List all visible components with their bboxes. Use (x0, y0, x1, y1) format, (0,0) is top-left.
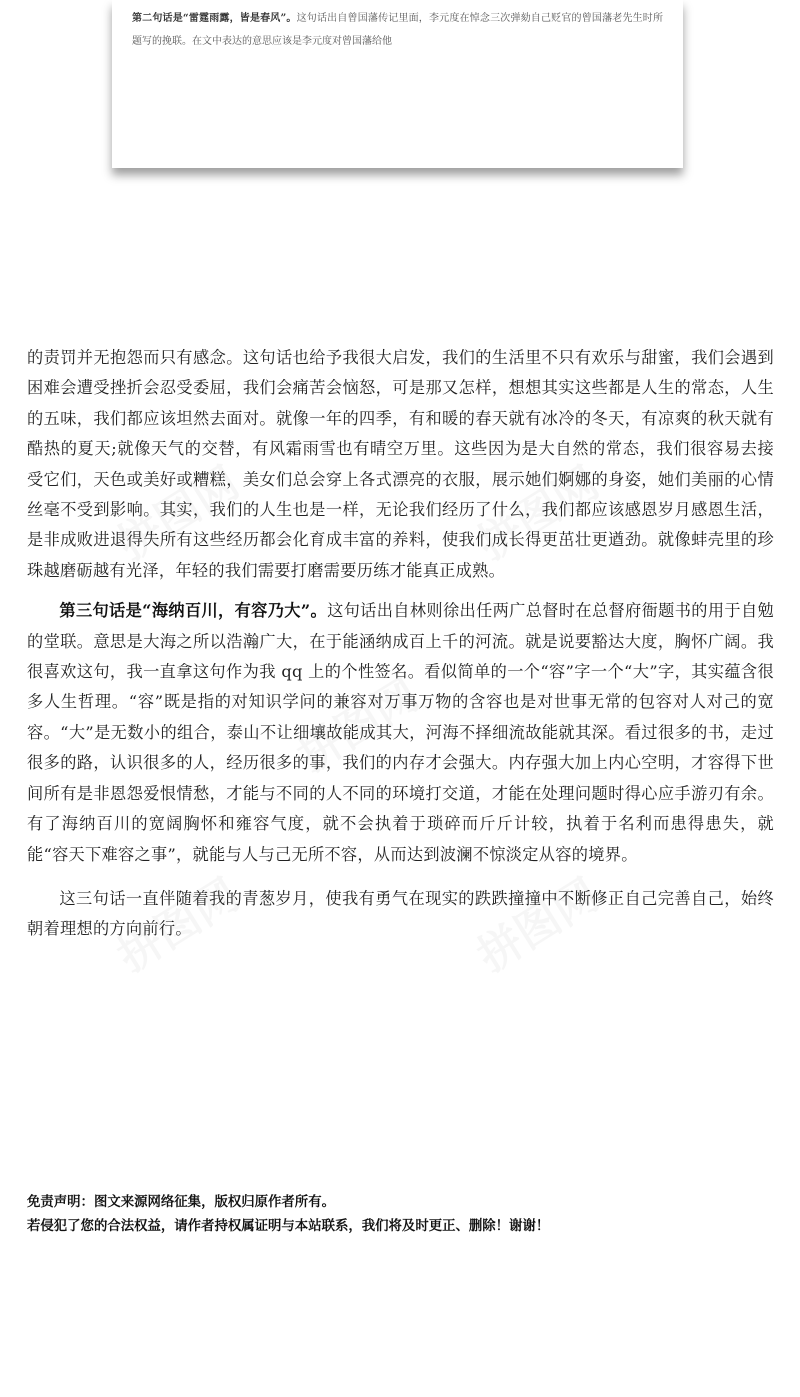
disclaimer (27, 1190, 774, 1238)
disclaimer-line-2: 若侵犯了您的合法权益，请作者持权属证明与本站联系，我们将及时更正、删除！谢谢！ (27, 1218, 550, 1234)
article-paragraph-1: 的责罚并无抱怨而只有感念。这句话也给予我很大启发，我们的生活里不只有欢乐与甜蜜，我们会遇到困难会遭受挫折会忍受委屈，我们会痛苦会恼怒，可是那又怎样，想想其实这些都是人生的常态，人生的五味，我们都应该坦然去面对。就像一年的四季，有和暖的春天就有冰冷的冬天，有凉爽的秋天就有酷热的夏天;就像天气的交替，有风霜雨雪也有晴空万里。这些因为是大自然的常态，我们很容易去接受它们，天色或美好或糟糕，美女们总会穿上各式漂亮的衣服，展示她们婀娜的身姿，她们美丽的心情丝毫不受到影响。其实，我们的人生也是一样，无论我们经历了什么，我们都应该感恩岁月感恩生活，是非成败进退得失所有这些经历都会化育成丰富的养料，使我们成长得更茁壮更遒劲。就像蚌壳里的珍珠越磨砺越有光泽，年轻的我们需要打磨需要历练才能真正成熟。 (27, 348, 774, 580)
article-paragraph-2-body: 这句话出自林则徐出任两广总督时在总督府衙题书的用于自勉的堂联。意思是大海之所以浩瀚广大，在于能涵纳成百上千的河流。就是说要豁达大度，胸怀广阔。我很喜欢这句，我一直拿这句作为我 qq 上的个性签名。看似简单的一个“容”字一个“大”字，其实蕴含很多人生哲理。“容”既是指的对知识学问的兼容对万事万物的含容也是对世事无常的包容对人对己的宽容。“大”是无数小的组合，泰山不让细壤故能成其大，河海不择细流故能就其深。看过很多的书，走过很多的路，认识很多的人，经历很多的事，我们的内存才会强大。内存强大加上内心空明，才容得下世间所有是非恩怨爱恨情愁，才能与不同的人不同的环境打交道，才能在处理问题时得心应手游刃有余。有了海纳百川的宽阔胸怀和雍容气度，就不会执着于琐碎而斤斤计较，执着于名利而患得患失，就能“容天下难容之事”，就能与人与己无所不容，从而达到波澜不惊淡定从容的境界。 (27, 601, 774, 864)
article-paragraph-2-lead: 第三句话是“海纳百川，有容乃大”。 (59, 601, 328, 621)
article-paragraph-2 (27, 596, 774, 870)
disclaimer-line-1: 免责声明：图文来源网络征集，版权归原作者所有。 (27, 1194, 335, 1210)
quote-card-bold-lead: 第二句话是“雷霆雨露，皆是春风”。 (132, 13, 297, 24)
article-body (27, 343, 774, 955)
quote-card-body: 这句话出自曾国藩传记里面，李元度在悼念三次弹劾自己贬官的曾国藩老先生时所题写的挽联。在文中表达的意思应该是李元度对曾国藩给他 (132, 13, 663, 47)
article-paragraph-3: 这三句话一直伴随着我的青葱岁月，使我有勇气在现实的跌跌撞撞中不断修正自己完善自己，始终朝着理想的方向前行。 (27, 888, 774, 939)
quote-card-text (132, 7, 663, 53)
quote-card (112, 0, 683, 168)
